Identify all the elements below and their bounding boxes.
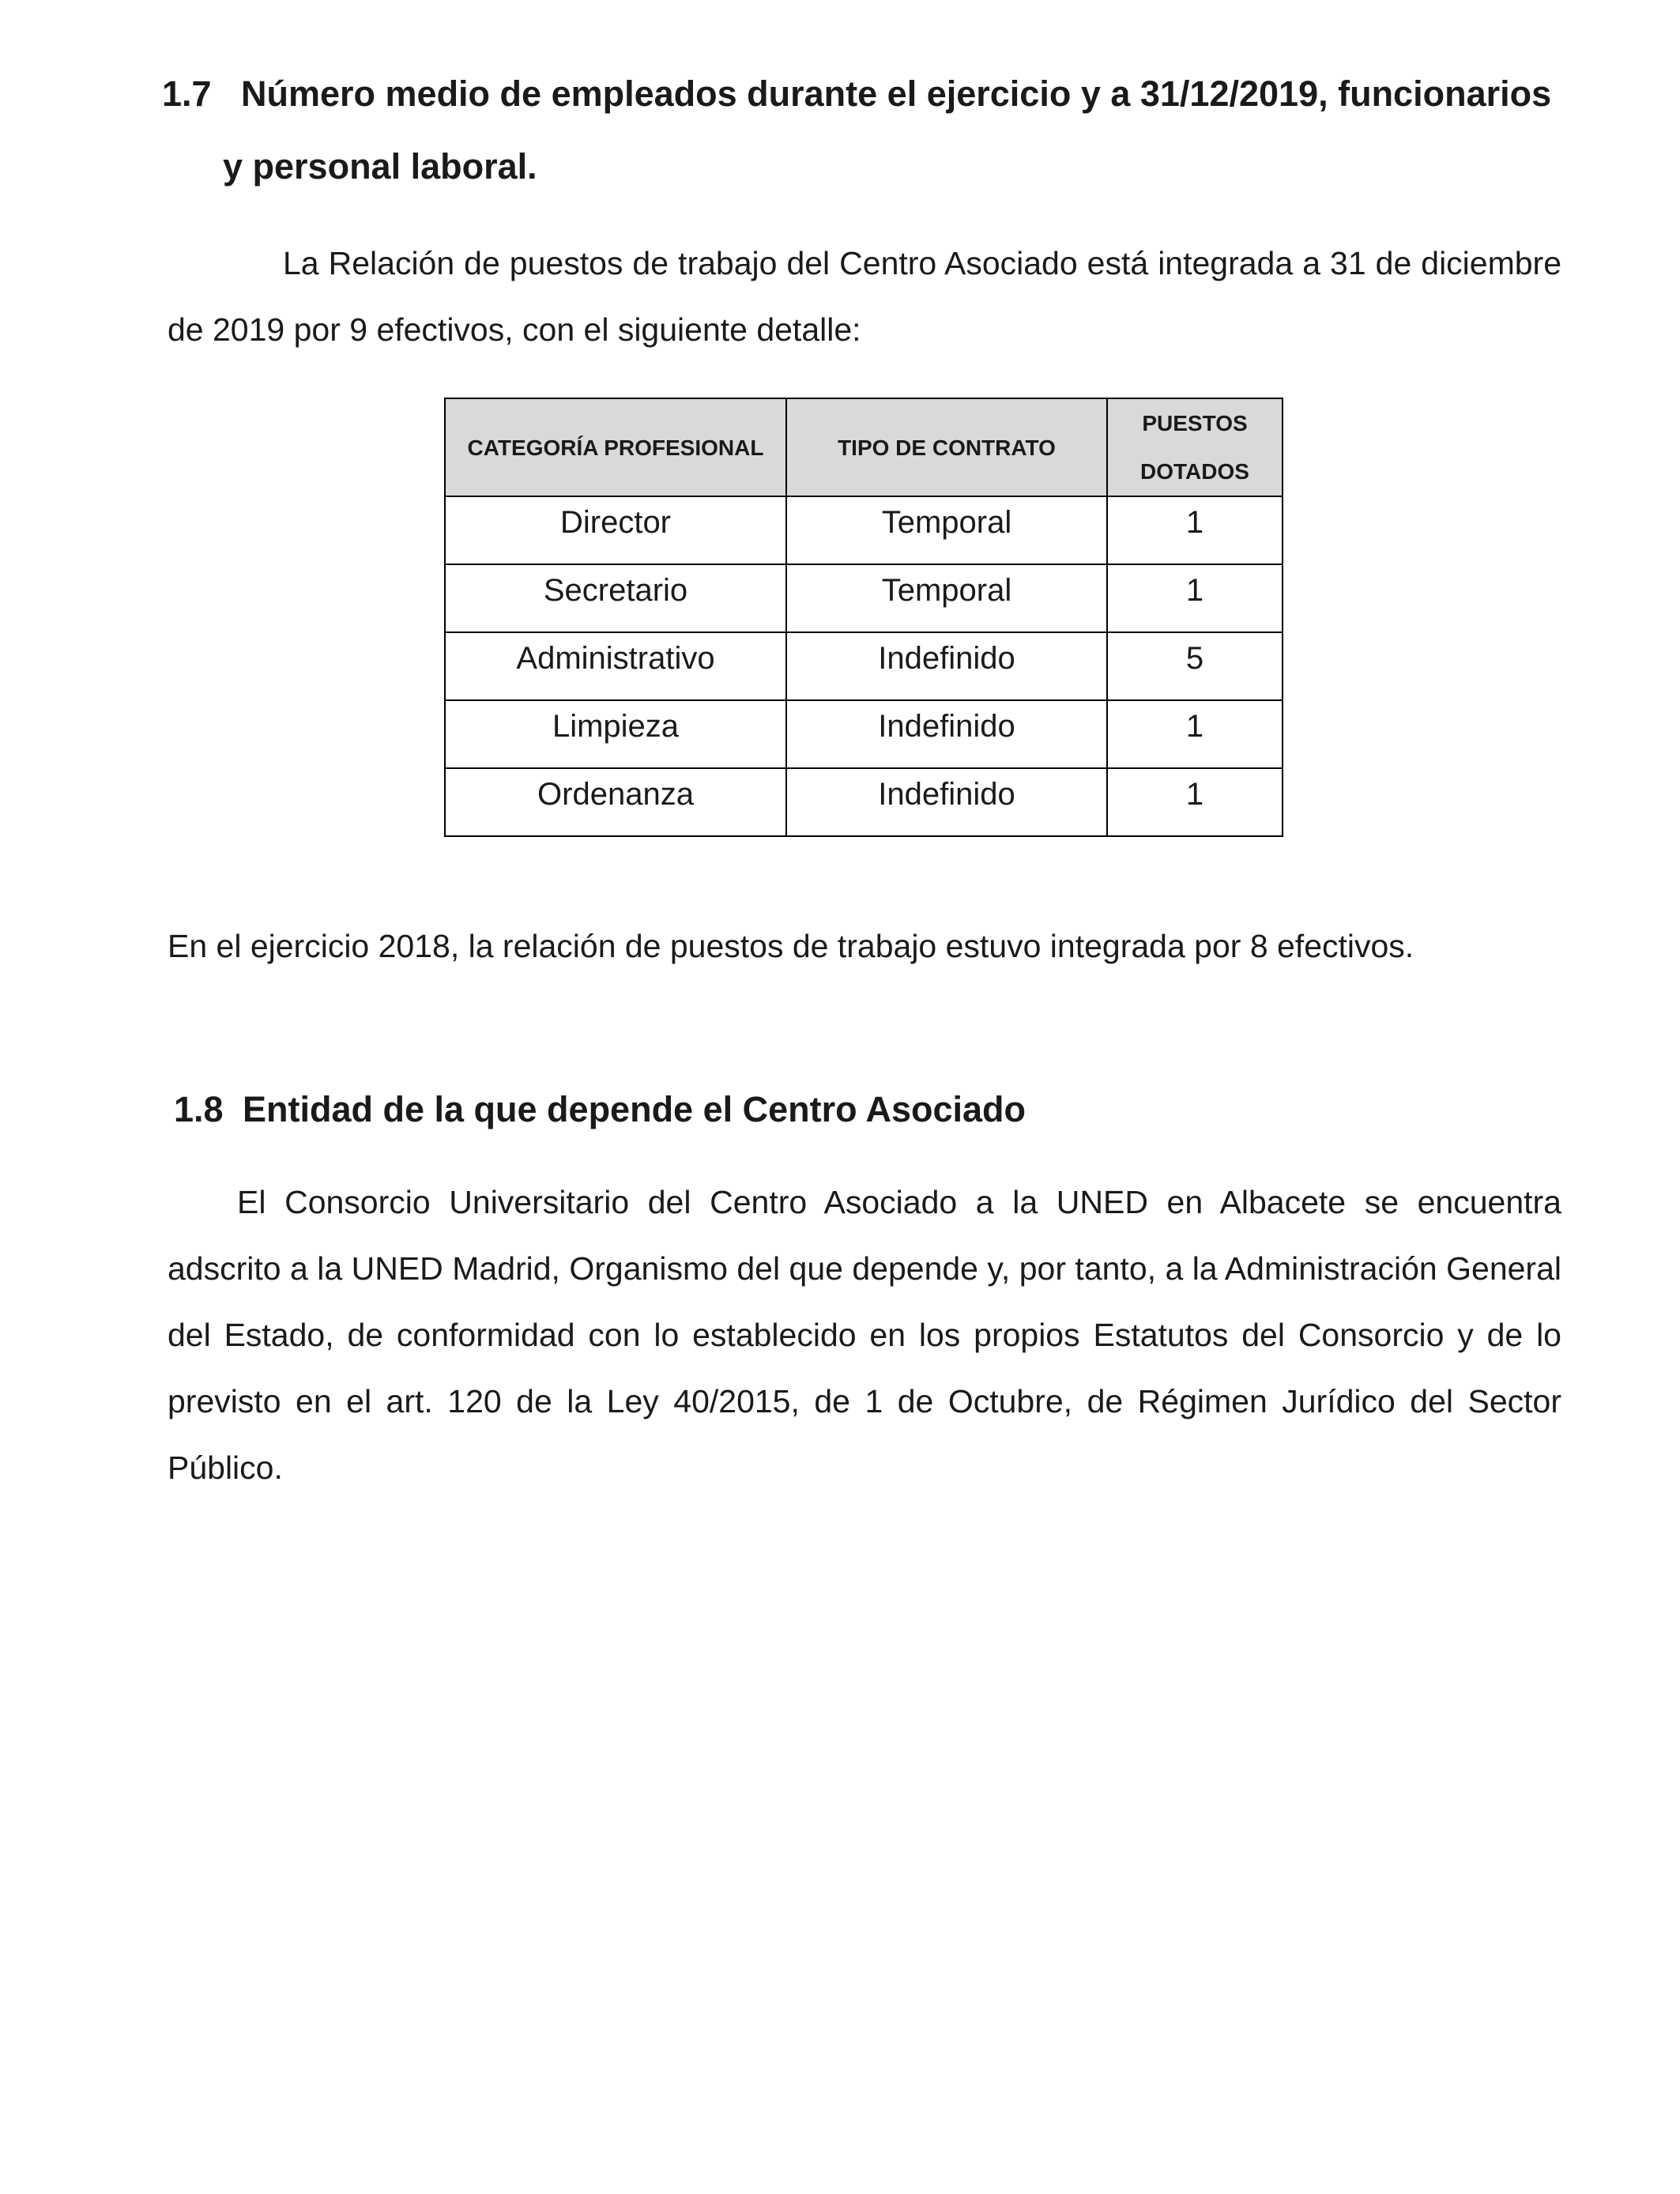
cell-tipo: Temporal bbox=[786, 496, 1107, 564]
section-1-8-body: El Consorcio Universitario del Centro Asociado a la UNED en Albacete se encuentra adscrito a la UNED Madrid, Organismo del que depende y, por tanto, a la Administración General del Estado, de conformidad con lo establecido en los propios Estatutos del Consorcio y de lo previsto en el art. 120 de la Ley 40/2015, de 1 de Octubre, de Régimen Jurídico del Sector Público. bbox=[168, 1184, 1561, 1486]
section-1-7-number: 1.7 bbox=[162, 74, 212, 114]
header-puestos-dotados bbox=[1107, 398, 1283, 496]
cell-tipo: Indefinido bbox=[786, 768, 1107, 836]
table-row bbox=[445, 700, 1283, 768]
cell-categoria: Limpieza bbox=[445, 700, 786, 768]
section-1-7-heading bbox=[162, 58, 1551, 130]
note-2018: En el ejercicio 2018, la relación de puestos de trabajo estuvo integrada por 8 efectivos. bbox=[168, 928, 1414, 964]
cell-categoria: Ordenanza bbox=[445, 768, 786, 836]
section-1-7-title-line1: Número medio de empleados durante el ejercicio y a 31/12/2019, funcionarios bbox=[241, 74, 1552, 114]
table-header-row bbox=[445, 398, 1283, 496]
header-puestos-line2: DOTADOS bbox=[1140, 459, 1249, 484]
staff-table bbox=[444, 398, 1283, 837]
cell-categoria: Director bbox=[445, 496, 786, 564]
section-1-8-heading bbox=[174, 1073, 1026, 1146]
section-1-8-number: 1.8 bbox=[174, 1089, 224, 1129]
cell-puestos: 1 bbox=[1107, 700, 1283, 768]
cell-categoria: Administrativo bbox=[445, 632, 786, 700]
cell-tipo: Indefinido bbox=[786, 632, 1107, 700]
header-puestos-line1: PUESTOS bbox=[1142, 411, 1248, 435]
header-tipo-contrato: TIPO DE CONTRATO bbox=[786, 398, 1107, 496]
cell-tipo: Indefinido bbox=[786, 700, 1107, 768]
cell-puestos: 1 bbox=[1107, 496, 1283, 564]
table-row bbox=[445, 564, 1283, 632]
cell-puestos: 5 bbox=[1107, 632, 1283, 700]
section-1-8-title: Entidad de la que depende el Centro Asociado bbox=[243, 1089, 1026, 1129]
header-categoria: CATEGORÍA PROFESIONAL bbox=[445, 398, 786, 496]
cell-categoria: Secretario bbox=[445, 564, 786, 632]
table-row bbox=[445, 768, 1283, 836]
cell-puestos: 1 bbox=[1107, 768, 1283, 836]
table-row bbox=[445, 496, 1283, 564]
section-1-7-title-line2: y personal laboral. bbox=[223, 146, 537, 187]
cell-puestos: 1 bbox=[1107, 564, 1283, 632]
table-row bbox=[445, 632, 1283, 700]
cell-tipo: Temporal bbox=[786, 564, 1107, 632]
section-1-7-intro: La Relación de puestos de trabajo del Centro Asociado está integrada a 31 de diciembre de 2019 por 9 efectivos, con el siguiente detalle: bbox=[168, 245, 1561, 348]
